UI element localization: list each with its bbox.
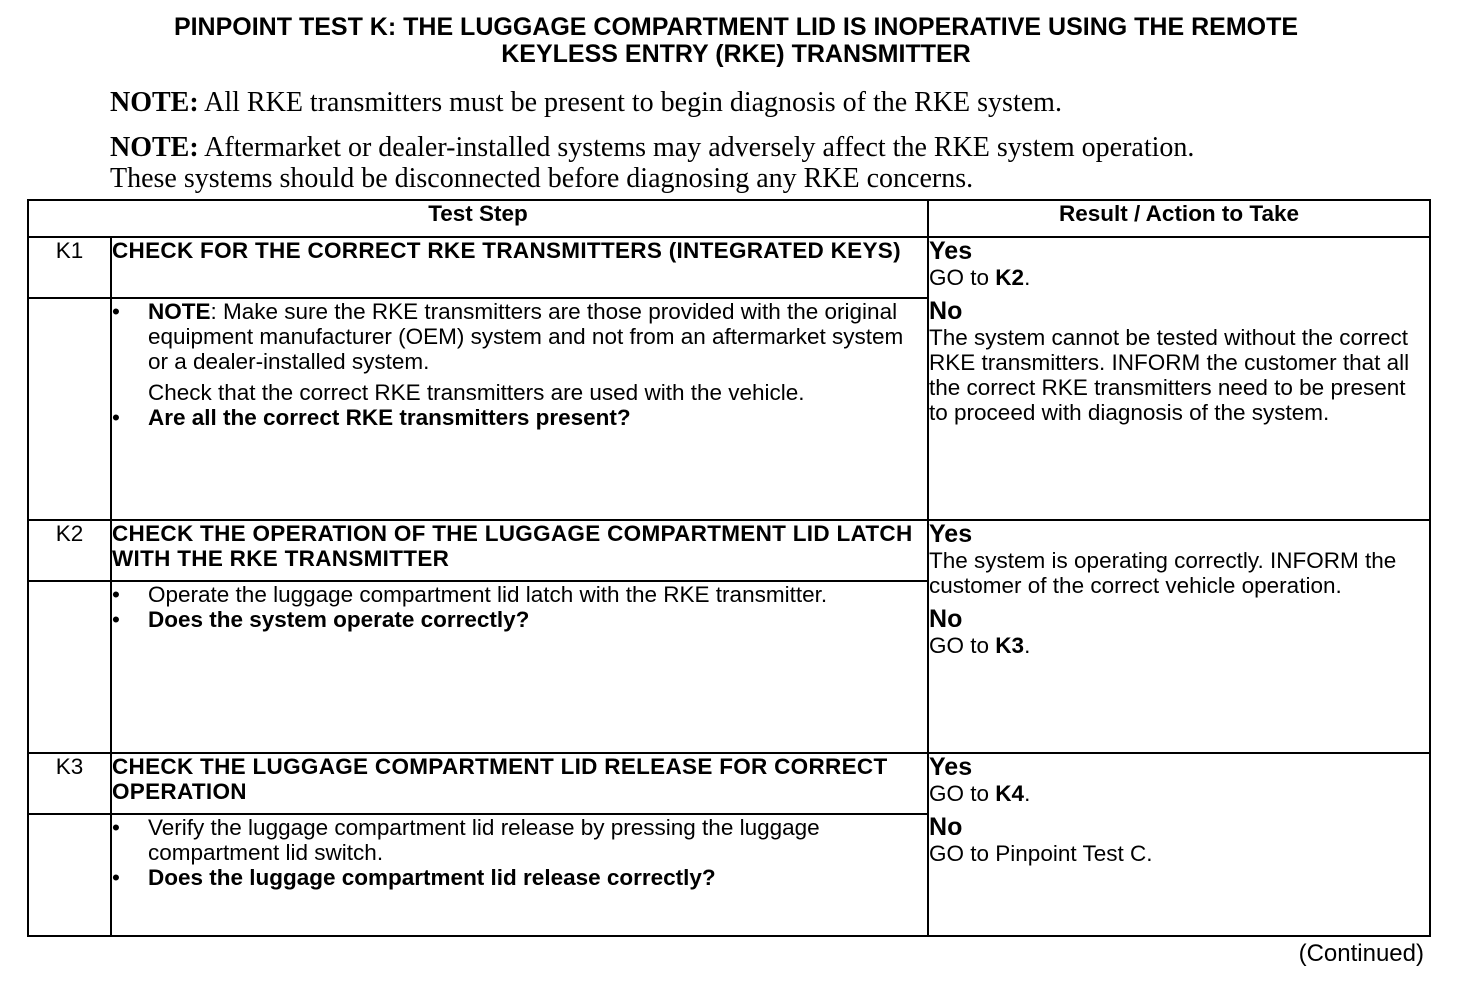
- step-result: [928, 237, 1430, 520]
- bullet-icon: •: [112, 815, 120, 840]
- step-instruction: Verify the luggage compartment lid release by pressing the luggage compartment lid switch.: [148, 815, 820, 865]
- bullet-icon: •: [112, 405, 120, 430]
- title-line-2: KEYLESS ENTRY (RKE) TRANSMITTER: [501, 40, 971, 68]
- step-result: [928, 520, 1430, 753]
- bullet-icon: •: [112, 299, 120, 324]
- no-action: GO to K3.: [929, 633, 1031, 658]
- list-item: [112, 299, 927, 374]
- step-id: K3: [28, 753, 111, 814]
- step-result: [928, 753, 1430, 936]
- list-item: [112, 815, 927, 865]
- step-instruction: Operate the luggage compartment lid latch with the RKE transmitter.: [148, 582, 828, 607]
- yes-action: GO to K2.: [929, 265, 1031, 290]
- step-body: [111, 298, 928, 520]
- note-text: : Make sure the RKE transmitters are those provided with the original equipment manufacturer (OEM) system and not from an aftermarket system or a dealer-installed system.: [148, 299, 904, 374]
- step-body: [111, 814, 928, 936]
- pinpoint-test-table: [27, 199, 1431, 937]
- step-question: Does the system operate correctly?: [148, 607, 530, 632]
- step-question: Does the luggage compartment lid release correctly?: [148, 865, 716, 890]
- list-item: [112, 607, 927, 632]
- step-title-row: [28, 237, 1430, 298]
- yes-label: Yes: [929, 237, 973, 265]
- bullet-icon: •: [112, 607, 120, 632]
- note-text: Aftermarket or dealer-installed systems may adversely affect the RKE system operation. These systems should be disconnected before diagnosing any RKE concerns.: [110, 132, 1195, 194]
- bullet-icon: •: [112, 582, 120, 607]
- bullet-icon: •: [112, 865, 120, 890]
- yes-action: The system is operating correctly. INFORM the customer of the correct vehicle operation.: [929, 548, 1397, 598]
- step-title-row: [28, 753, 1430, 814]
- no-action: GO to Pinpoint Test C.: [929, 841, 1153, 866]
- step-title-row: [28, 520, 1430, 581]
- step-id-spacer: [28, 814, 111, 936]
- step-question: Are all the correct RKE transmitters present?: [148, 405, 631, 430]
- no-label: No: [929, 297, 963, 325]
- note-label: NOTE: [148, 299, 211, 324]
- step-title: CHECK THE LUGGAGE COMPARTMENT LID RELEASE FOR CORRECT OPERATION: [111, 753, 928, 814]
- header-result-action: Result / Action to Take: [928, 200, 1430, 237]
- list-item: [112, 865, 927, 890]
- step-id: K1: [28, 237, 111, 298]
- step-title: CHECK FOR THE CORRECT RKE TRANSMITTERS (INTEGRATED KEYS): [111, 237, 928, 298]
- step-id: K2: [28, 520, 111, 581]
- header-test-step: Test Step: [28, 200, 928, 237]
- step-body: [111, 581, 928, 753]
- no-label: No: [929, 813, 963, 841]
- page-title: [40, 14, 1432, 68]
- title-line-1: PINPOINT TEST K: THE LUGGAGE COMPARTMENT LID IS INOPERATIVE USING THE REMOTE: [173, 13, 1299, 41]
- continued-label: (Continued): [1298, 940, 1424, 967]
- yes-label: Yes: [929, 753, 973, 781]
- yes-label: Yes: [929, 520, 973, 548]
- table-header-row: [28, 200, 1430, 237]
- no-action: The system cannot be tested without the correct RKE transmitters. INFORM the customer that all the correct RKE transmitters need to be present to proceed with diagnosis of the system.: [929, 325, 1410, 425]
- no-label: No: [929, 605, 963, 633]
- note-label: NOTE:: [110, 132, 199, 163]
- step-id-spacer: [28, 298, 111, 520]
- list-item: [112, 582, 927, 607]
- list-item: [112, 405, 927, 430]
- step-title: CHECK THE OPERATION OF THE LUGGAGE COMPARTMENT LID LATCH WITH THE RKE TRANSMITTER: [111, 520, 928, 581]
- yes-action: GO to K4.: [929, 781, 1031, 806]
- note-2: [110, 132, 1230, 194]
- note-label: NOTE:: [110, 87, 199, 118]
- note-1: [110, 87, 1230, 118]
- note-text: All RKE transmitters must be present to begin diagnosis of the RKE system.: [204, 87, 1062, 118]
- step-instruction: Check that the correct RKE transmitters are used with the vehicle.: [148, 380, 805, 405]
- step-id-spacer: [28, 581, 111, 753]
